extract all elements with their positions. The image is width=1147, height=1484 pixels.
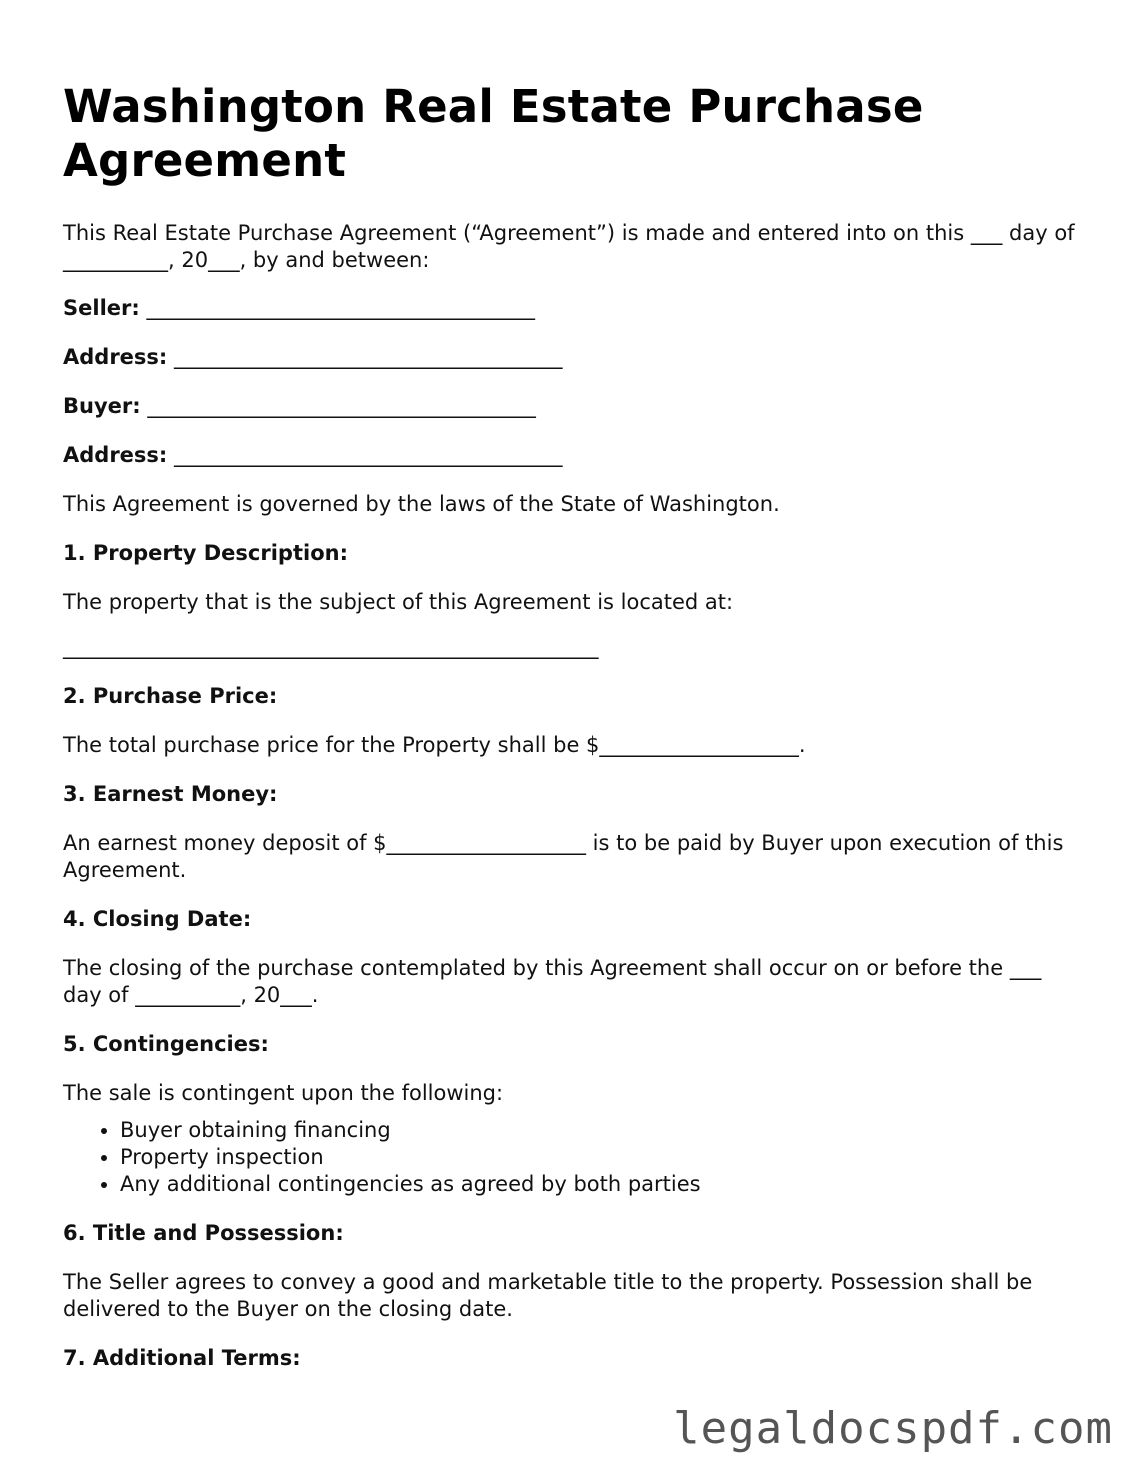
list-item: • Buyer obtaining financing [120, 1117, 1083, 1144]
seller-address-field [63, 344, 1083, 371]
seller-address-label: Address: [63, 345, 168, 369]
document-title: Washington Real Estate Purchase Agreement [63, 80, 924, 187]
section-body-closing: The closing of the purchase contemplated by this Agreement shall occur on or before the ___ day of __________, 20___. [63, 956, 1042, 1007]
section-body-title: The Seller agrees to convey a good and marketable title to the property. Possession shall be delivered to the Buyer on the closing date. [63, 1270, 1033, 1321]
section-heading-title: 6. Title and Possession: [63, 1221, 344, 1245]
section-heading-earnest: 3. Earnest Money: [63, 782, 278, 806]
seller-label: Seller: [63, 296, 140, 320]
property-address-blank: ___________________________________________________ [63, 635, 599, 659]
seller-blank: _____________________________________ [146, 296, 535, 320]
watermark-text: legaldocspdf.com [673, 1403, 1113, 1454]
section-heading-additional: 7. Additional Terms: [63, 1346, 301, 1370]
section-body-contingencies: The sale is contingent upon the following: [63, 1081, 504, 1105]
section-heading-closing: 4. Closing Date: [63, 907, 252, 931]
buyer-address-field [63, 442, 1083, 469]
section-body-earnest: An earnest money deposit of $___________________ is to be paid by Buyer upon execution of this Agreement. [63, 831, 1064, 882]
section-body-property: The property that is the subject of this Agreement is located at: [63, 590, 734, 614]
buyer-field [63, 393, 1083, 420]
document-page [63, 80, 1083, 1394]
section-heading-price: 2. Purchase Price: [63, 684, 278, 708]
section-heading-property: 1. Property Description: [63, 541, 348, 565]
section-body-price: The total purchase price for the Property shall be $___________________. [63, 733, 806, 757]
seller-address-blank: _____________________________________ [174, 345, 563, 369]
buyer-blank: _____________________________________ [147, 394, 536, 418]
buyer-label: Buyer: [63, 394, 141, 418]
list-item: • Property inspection [120, 1144, 1083, 1171]
intro-paragraph: This Real Estate Purchase Agreement (“Agreement”) is made and entered into on this ___ day of __________, 20___, by and between: [63, 221, 1075, 272]
buyer-address-blank: _____________________________________ [174, 443, 563, 467]
contingencies-list [63, 1117, 1083, 1198]
governing-law-text: This Agreement is governed by the laws of the State of Washington. [63, 492, 780, 516]
section-heading-contingencies: 5. Contingencies: [63, 1032, 269, 1056]
list-item: • Any additional contingencies as agreed by both parties [120, 1171, 1083, 1198]
seller-field [63, 295, 1083, 322]
buyer-address-label: Address: [63, 443, 168, 467]
